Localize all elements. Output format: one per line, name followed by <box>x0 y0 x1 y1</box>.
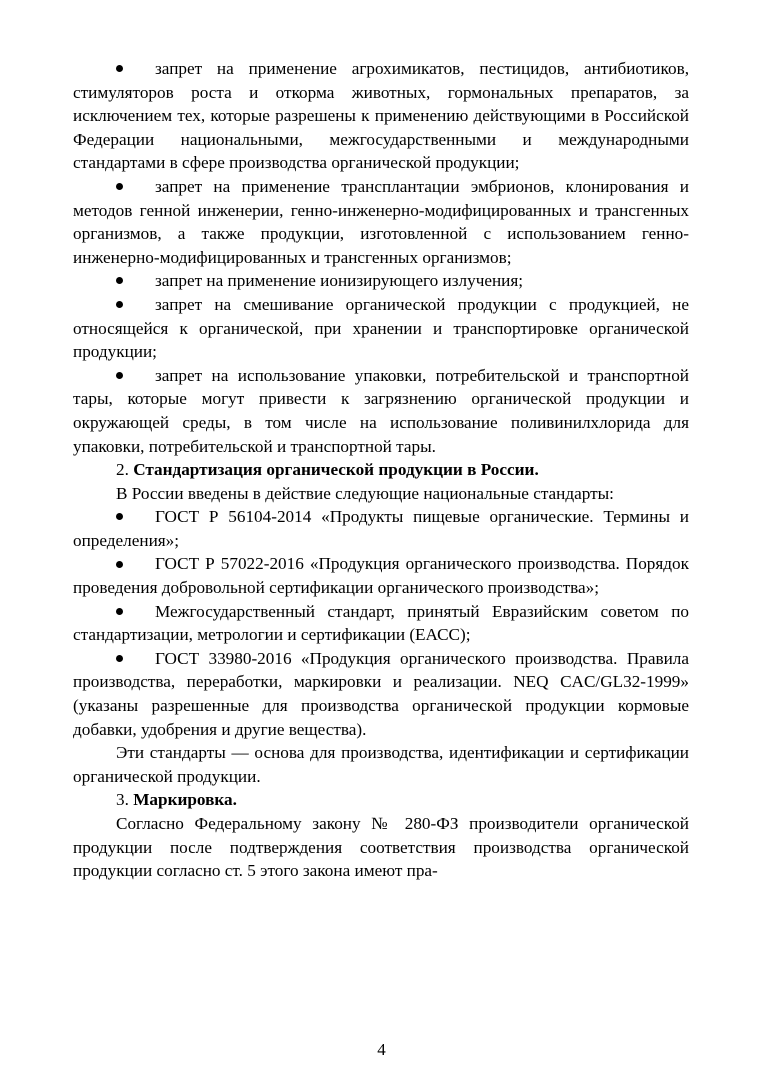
bullet-icon <box>116 293 155 317</box>
list-item: запрет на смешивание органической продукции с продукцией, не относящейся к органической, при хранении и транспортировке органической продукции; <box>73 294 689 362</box>
section-number: 3. <box>116 790 129 810</box>
bullet-icon <box>116 269 155 293</box>
bullet-icon <box>116 57 155 81</box>
bullet-icon <box>116 175 155 199</box>
list-item: запрет на применение трансплантации эмбрионов, клонирования и методов генной инженерии, генно-инженерно-модифицированных и трансгенных организмов, а также продукции, изготовленной с использованием генно-инженерно-модифицированных и трансгенных организмов; <box>73 176 689 267</box>
section-title: Маркировка. <box>133 790 237 810</box>
list-item: ГОСТ 33980-2016 «Продукция органического производства. Правила производства, переработки, маркировки и реализации. NEQ CAC/GL32-1999» (указаны разрешенные для производства органической продукции кормовые добавки, удобрения и другие вещества). <box>73 648 689 739</box>
section-heading <box>73 788 689 812</box>
bullet-icon <box>116 600 155 624</box>
list-item: ГОСТ Р 57022-2016 «Продукция органического производства. Порядок проведения добровольной сертификации органического производства»; <box>73 554 689 598</box>
list-item: запрет на использование упаковки, потребительской и транспортной тары, которые могут привести к загрязнению органической продукции и окружающей среды, в том числе на использование поливинилхлорида для упаковки, потребительской и транспортной тары. <box>73 365 689 456</box>
bullet-icon <box>116 505 155 529</box>
document-page <box>73 57 689 883</box>
section-heading <box>73 458 689 482</box>
section-number: 2. <box>116 460 129 480</box>
bullet-icon <box>116 364 155 388</box>
paragraph: Эти стандарты — основа для производства, идентификации и сертификации органической продукции. <box>73 743 689 786</box>
paragraph: Согласно Федеральному закону № 280-ФЗ производители органической продукции после подтверждения соответствия производства органической продукции согласно ст. 5 этого закона имеют пра- <box>73 814 689 881</box>
list-item: ГОСТ Р 56104-2014 «Продукты пищевые органические. Термины и определения»; <box>73 507 689 550</box>
bullet-icon <box>116 552 155 576</box>
bullet-icon <box>116 647 155 671</box>
list-item: Межгосударственный стандарт, принятый Евразийским советом по стандартизации, метрологии и сертификации (ЕАСС); <box>73 601 689 645</box>
list-item: запрет на применение ионизирующего излучения; <box>73 269 689 293</box>
page-number: 4 <box>377 1040 386 1059</box>
paragraph: В России введены в действие следующие национальные стандарты: <box>116 483 614 503</box>
list-item: запрет на применение агрохимикатов, пестицидов, антибиотиков, стимуляторов роста и откорма животных, гормональных препаратов, за исключением тех, которые разрешены к применению действующими в Российской Федерации национальными, межгосударственными и международными стандартами в сфере производства органической продукции; <box>73 59 689 173</box>
section-title: Стандартизация органической продукции в России. <box>133 460 539 480</box>
